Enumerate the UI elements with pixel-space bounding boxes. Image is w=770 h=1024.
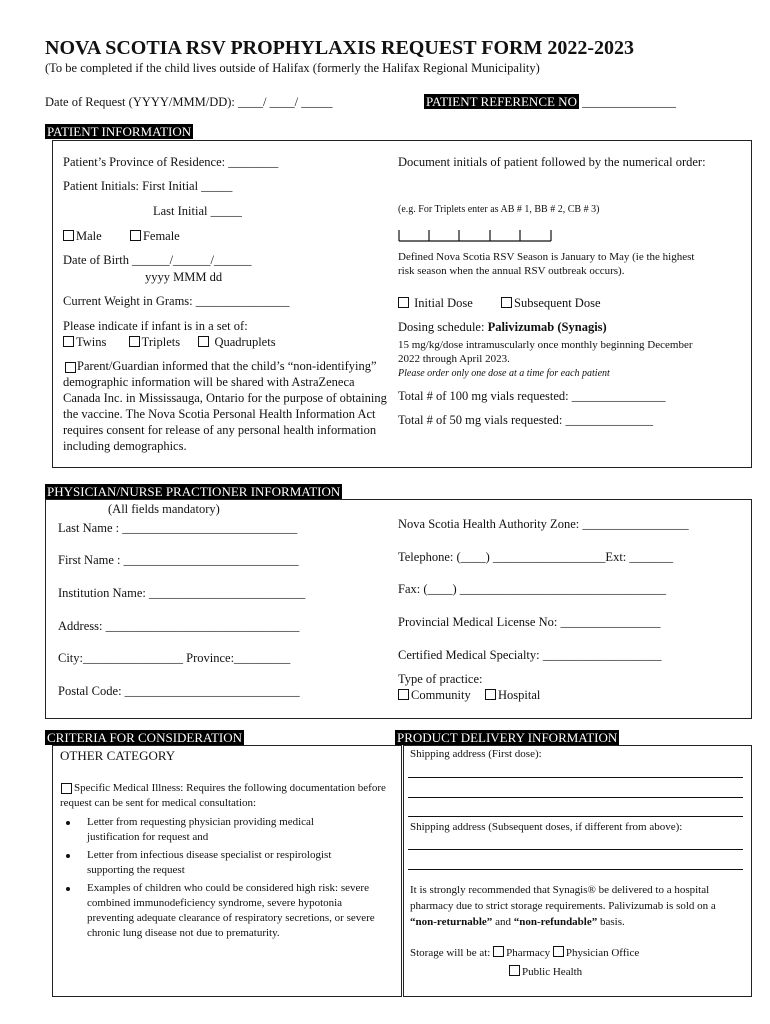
season-text: Defined Nova Scotia RSV Season is January to May (ie the highest risk season when the annual RSV outbreak occurs). [398,251,695,277]
storage-recommendation [410,882,730,930]
page-title: NOVA SCOTIA RSV PROPHYLAXIS REQUEST FORM 2022-2023 [45,37,634,59]
male-checkbox[interactable] [63,230,74,241]
initials-entry-grid [398,228,553,242]
ship-first-label: Shipping address (First dose): [410,748,542,760]
initial-dose-label: Initial Dose [414,296,473,310]
hospital-checkbox[interactable] [485,689,496,700]
ship-subsequent-label: Shipping address (Subsequent doses, if different from above): [410,821,683,833]
page-subtitle: (To be completed if the child lives outside of Halifax (formerly the Halifax Regional Municipality) [45,61,540,75]
ship-subsequent-line-1[interactable] [408,849,743,850]
triplets-checkbox[interactable] [129,336,140,347]
hospital-label: Hospital [497,688,541,702]
practice-row [398,688,540,703]
storage-row [410,946,639,959]
bullet-3 [66,887,70,891]
public-health-checkbox[interactable] [509,965,520,976]
first-name-field[interactable]: First Name : ____________________________ [58,553,299,567]
last-name-field[interactable]: Last Name : ____________________________ [58,521,298,535]
date-of-request[interactable]: Date of Request (YYYY/MMM/DD): ____/ ____/ _____ [45,95,333,109]
dosing-note: Please order only one dose at a time for each patient [398,368,610,379]
storage-label: Storage will be at: [410,947,491,959]
twins-label: Twins [76,335,107,349]
set-of-label: Please indicate if infant is in a set of: [63,319,248,333]
bullet-1 [66,821,70,825]
institution-field[interactable]: Institution Name: _________________________ [58,586,306,600]
basis-text: basis. [597,916,625,928]
patient-info-header: PATIENT INFORMATION [47,124,192,139]
dose-row [398,296,601,311]
address-field[interactable]: Address: _______________________________ [58,619,300,633]
vials-50-field[interactable]: Total # of 50 mg vials requested: ______________ [398,413,653,427]
multiples-row [63,335,276,350]
ship-first-line-3[interactable] [408,816,743,817]
dosing-drug: Palivizumab (Synagis) [487,320,607,334]
non-refundable: “non-refundable” [513,916,598,928]
specialty-field[interactable]: Certified Medical Specialty: ___________________ [398,648,662,662]
dob-field[interactable]: Date of Birth ______/______/______ [63,253,252,267]
sex-row [63,229,180,244]
bullet-2 [66,854,70,858]
and-text: and [492,916,514,928]
dosing-label: Dosing schedule: [398,320,485,334]
pharmacy-label: Pharmacy [506,947,551,959]
dosing-detail: 15 mg/kg/dose intramuscularly once monthly beginning December 2022 through April 2023. [398,339,693,365]
initials-entry-boxes[interactable] [398,228,553,242]
mandatory-note: (All fields mandatory) [108,502,220,516]
dob-format: yyyy MMM dd [145,270,223,284]
license-field[interactable]: Provincial Medical License No: ________________ [398,615,661,629]
quadruplets-checkbox[interactable] [198,336,209,347]
doc-initials-label: Document initials of patient followed by the numerical order: [398,155,706,169]
initial-dose-checkbox[interactable] [398,297,409,308]
ship-subsequent-line-2[interactable] [408,869,743,870]
patient-ref-label: PATIENT REFERENCE NO [426,94,577,109]
triplets-label: Triplets [141,335,181,349]
criteria-bullet-2: Letter from infectious disease specialist or respirologist supporting the request [87,849,332,876]
vials-100-field[interactable]: Total # of 100 mg vials requested: _______________ [398,389,666,403]
fax-field[interactable]: Fax: (____) _________________________________ [398,582,667,596]
male-label: Male [76,229,102,243]
quadruplets-label: Quadruplets [214,335,276,349]
ship-first-line-2[interactable] [408,797,743,798]
criteria-bullet-1: Letter from requesting physician providing medical justification for request and [87,816,314,843]
weight-field[interactable]: Current Weight in Grams: _______________ [63,294,290,308]
criteria-bullet-3: Examples of children who could be considered high risk: severe combined immunodeficiency syndrome, severe hypotonia preventing adequate clearance of respiratory secretions, or severe chronic lung disease not due to prematurity. [87,882,375,939]
public-health-label: Public Health [522,966,583,978]
last-initial-field[interactable]: Last Initial _____ [153,204,242,218]
patient-ref-field[interactable]: _______________ [578,95,676,109]
zone-field[interactable]: Nova Scotia Health Authority Zone: _________________ [398,517,689,531]
other-category: OTHER CATEGORY [60,748,176,763]
recommend-text: It is strongly recommended that Synagis® be delivered to a hospital pharmacy due to strict storage requirements. Palivizumab is sold on a [410,884,716,912]
province-field[interactable]: Patient’s Province of Residence: ________ [63,155,279,169]
first-initial-field[interactable]: Patient Initials: First Initial _____ [63,179,233,193]
female-label: Female [142,229,180,243]
ship-first-line-1[interactable] [408,777,743,778]
city-province-field[interactable]: City:________________ Province:_________ [58,651,291,665]
physician-info-header: PHYSICIAN/NURSE PRACTIONER INFORMATION [47,484,341,499]
public-health-row [509,965,582,978]
postal-code-field[interactable]: Postal Code: ____________________________ [58,684,300,698]
female-checkbox[interactable] [130,230,141,241]
criteria-header: CRITERIA FOR CONSIDERATION [47,730,243,745]
patient-ref-row [424,94,676,110]
physician-office-checkbox[interactable] [553,946,564,957]
consent-text: Parent/Guardian informed that the child’s “non-identifying” demographic information will be shared with AstraZeneca Canada Inc. in Mississauga, Ontario for the purpose of obtaining the vaccine. The Nova Scotia Personal Health Information Act requires consent for release of any personal health information including demographics. [63,359,387,453]
pharmacy-checkbox[interactable] [493,946,504,957]
subsequent-dose-label: Subsequent Dose [514,296,601,310]
telephone-field[interactable]: Telephone: (____) __________________Ext: _______ [398,550,674,564]
subsequent-dose-checkbox[interactable] [501,297,512,308]
non-returnable: “non-returnable” [410,916,493,928]
dosing-schedule [398,320,607,335]
type-practice-label: Type of practice: [398,672,483,686]
delivery-box [403,745,752,997]
community-label: Community [411,688,471,702]
triplets-example: (e.g. For Triplets enter as AB # 1, BB # 2, CB # 3) [398,204,600,215]
twins-checkbox[interactable] [63,336,74,347]
specific-illness-text: Specific Medical Illness: Requires the following documentation before request can be sent for medical consultation: [60,782,386,809]
community-checkbox[interactable] [398,689,409,700]
physician-office-label: Physician Office [565,947,640,959]
delivery-header: PRODUCT DELIVERY INFORMATION [397,730,618,745]
